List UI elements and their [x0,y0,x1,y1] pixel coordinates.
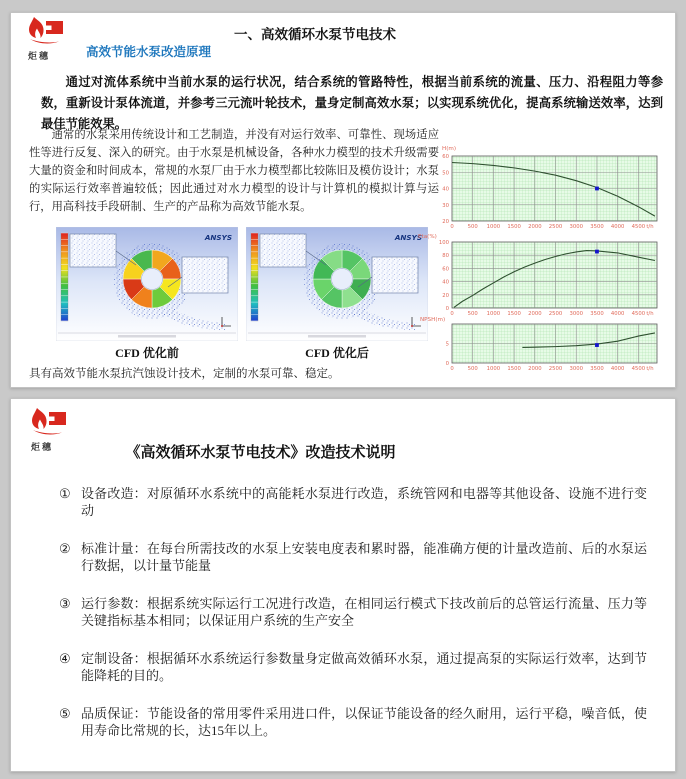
item-text: 品质保证：节能设备的常用零件采用进口件，以保证节能设备的经久耐用，运行平稳，噪音低，使用寿命比常规的长，达15年以上。 [81,706,647,738]
svg-text:1000: 1000 [486,366,501,372]
svg-text:1000: 1000 [486,311,501,317]
list-item [59,595,647,629]
svg-text:t/h: t/h [646,311,654,317]
svg-text:ANSYS: ANSYS [394,233,422,242]
svg-text:60: 60 [442,266,449,273]
svg-text:2000: 2000 [528,366,542,372]
cfd-before-figure [56,227,238,341]
list-item [59,485,647,519]
slide-2 [10,398,676,772]
technical-notes-list [59,485,647,760]
pump-performance-charts [411,133,669,373]
svg-text:5: 5 [445,341,449,348]
svg-text:4500: 4500 [631,311,646,317]
svg-text:30: 30 [442,202,449,209]
item-text: 运行参数：根据系统实际运行工况进行改造，在相同运行模式下技改前后的总管运行流量、压力等关键指标基本相同；以保证用户系统的生产安全 [81,596,647,628]
company-logo-text: 炬穗 [31,442,54,452]
svg-text:4500: 4500 [631,366,646,372]
svg-text:20: 20 [442,292,449,299]
svg-text:20: 20 [442,219,449,225]
svg-text:2500: 2500 [548,311,563,317]
footnote: 具有高效节能水泵抗汽蚀设计技术，定制的水泵可靠、稳定。 [29,368,340,380]
svg-text:4500: 4500 [631,224,646,230]
item-number: ② [59,541,71,556]
svg-text:ANSYS: ANSYS [204,233,232,242]
svg-text:1500: 1500 [507,366,521,372]
svg-text:4000: 4000 [610,366,625,372]
svg-text:500: 500 [467,311,478,317]
svg-text:4000: 4000 [610,224,625,230]
intro-paragraph: 通过对流体系统中当前水泵的运行状况，结合系统的管路特性，根据当前系统的流量、压力、沿程阻力等参数，重新设计泵体流道，并参考三元流叶轮技术，量身定制高效水泵；以实现系统优化，提高系统输送效率，达到最佳节能效果。 [41,75,663,131]
item-text: 定制设备：根据循环水系统运行参数量身定做高效循环水泵，通过提高泵的实际运行效率，达到节能降耗的目的。 [81,651,647,683]
svg-text:80: 80 [442,253,449,260]
svg-text:t/h: t/h [646,366,654,372]
svg-text:40: 40 [442,279,449,286]
svg-text:3000: 3000 [569,224,583,230]
svg-text:3000: 3000 [569,311,583,317]
list-item [59,650,647,684]
item-text: 设备改造：对原循环水系统中的高能耗水泵进行改造，系统管网和电器等其他设备、设施不进行变动 [81,486,647,518]
svg-text:0: 0 [450,366,454,372]
svg-text:60: 60 [442,154,449,160]
item-number: ③ [59,596,71,611]
svg-text:NPSH(m): NPSH(m) [420,317,446,323]
item-number: ④ [59,651,71,666]
item-number: ⑤ [59,706,71,721]
section-subtitle: 高效节能水泵改造原理 [86,45,212,59]
svg-text:3000: 3000 [569,366,583,372]
item-number: ① [59,486,71,501]
cfd-after-figure [246,227,428,341]
cfd-after-caption: CFD 优化后 [305,346,369,360]
slide-title: 《高效循环水泵节电技术》改造技术说明 [125,445,396,461]
item-text: 标准计量：在每台所需技改的水泵上安装电度表和累时器，能准确方便的计量改造前、后的水泵运行数据，以计量节能量 [81,541,647,573]
svg-text:H(m): H(m) [442,146,457,152]
svg-text:500: 500 [467,224,478,230]
svg-text:2000: 2000 [528,311,542,317]
svg-text:0: 0 [450,224,454,230]
svg-text:4000: 4000 [610,311,625,317]
body-paragraph: 通常的水泵采用传统设计和工艺制造，并没有对运行效率、可靠性、现场适应性等进行反复、深入的研究。由于水泵是机械设备，各种水力模型的技术升级需要大量的资金和时间成本，常规的水泵厂由于水力模型都比较陈旧及模仿设计；水泵的实际运行效率普遍较低；因此通过对水力模型的设计与计算机的模拟计算与运行，用高科技手段研制、生产的产品称为高效节能水泵。 [29,129,439,213]
slide-title: 一、高效循环水泵节电技术 [234,27,396,42]
svg-text:3500: 3500 [590,311,604,317]
slide-1 [10,12,676,388]
svg-text:1500: 1500 [507,224,521,230]
svg-text:50: 50 [442,170,449,177]
svg-text:3500: 3500 [590,224,604,230]
svg-text:2500: 2500 [548,366,563,372]
svg-text:t/h: t/h [646,224,654,230]
list-item [59,705,647,739]
svg-text:2000: 2000 [528,224,542,230]
list-item [59,540,647,574]
svg-text:3500: 3500 [590,366,604,372]
svg-text:40: 40 [442,186,449,193]
svg-text:1000: 1000 [486,224,501,230]
svg-text:0: 0 [445,361,449,367]
svg-text:Eta(%): Eta(%) [418,234,437,240]
svg-text:0: 0 [445,306,449,312]
flame-logo-icon [28,424,70,441]
svg-text:0: 0 [450,311,454,317]
cfd-before-caption: CFD 优化前 [115,346,179,360]
svg-text:1500: 1500 [507,311,521,317]
svg-text:2500: 2500 [548,224,563,230]
svg-text:500: 500 [467,366,478,372]
svg-text:100: 100 [438,240,449,246]
company-logo-text: 炬穗 [28,51,51,61]
